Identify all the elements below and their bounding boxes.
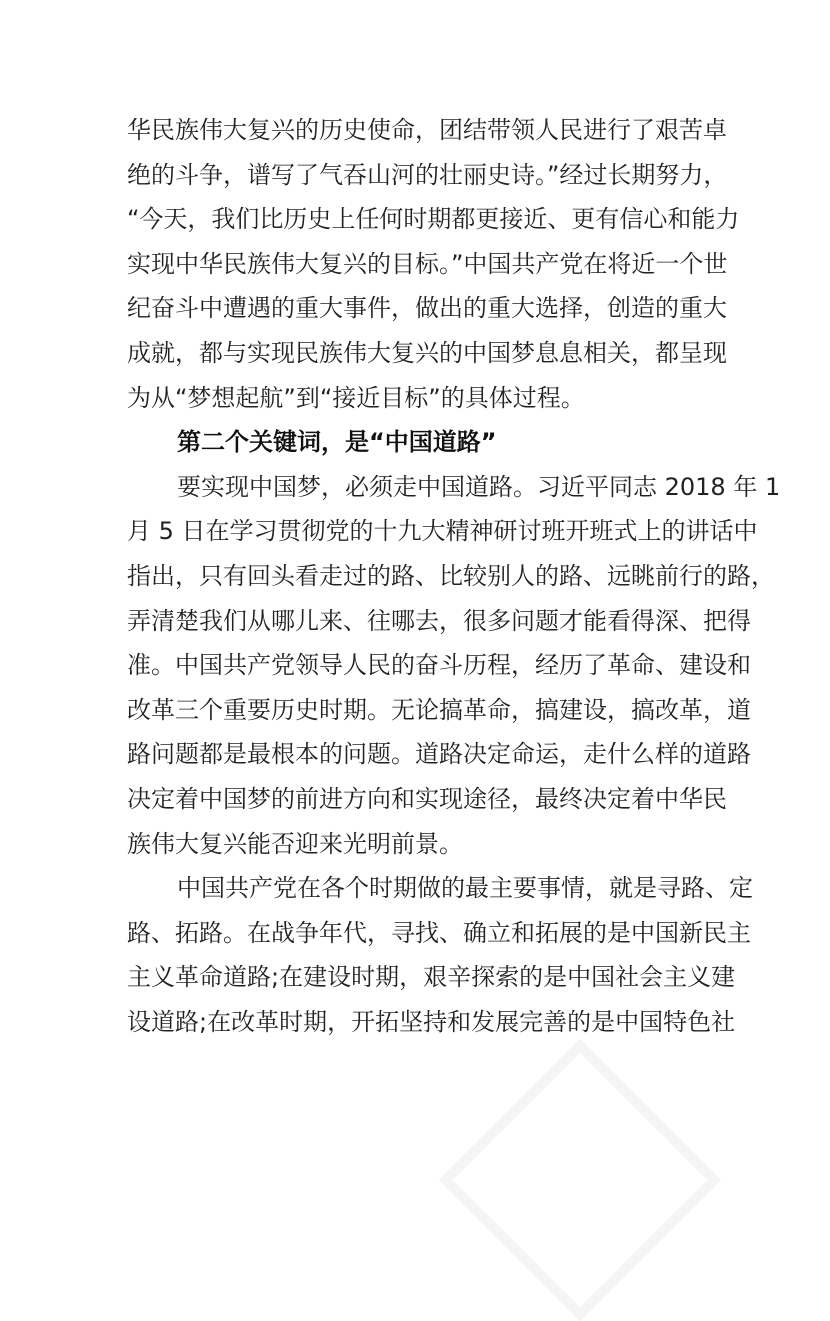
paragraph-2 xyxy=(127,866,753,1044)
paragraph-continued xyxy=(127,108,740,420)
text-line: 决定着中国梦的前进方向和实现途径，最终决定着中华民 xyxy=(127,784,727,813)
text-line: 实现中华民族伟大复兴的目标。”中国共产党在将近一个世 xyxy=(127,249,728,278)
text-line: 指出，只有回头看走过的路、比较别人的路、远眺前行的路， xyxy=(127,561,775,590)
text-line: 要实现中国梦，必须走中国道路。习近平同志 2018 年 1 xyxy=(177,472,781,501)
text-line: 弄清楚我们从哪儿来、往哪去，很多问题才能看得深、把得 xyxy=(127,606,751,635)
text-line: “今天，我们比历史上任何时期都更接近、更有信心和能力 xyxy=(127,205,740,234)
watermark xyxy=(439,1039,722,1321)
text-line: 路、拓路。在战争年代，寻找、确立和拓展的是中国新民主 xyxy=(127,918,751,947)
text-line: 族伟大复兴能否迎来光明前景。 xyxy=(127,829,463,858)
text-line: 中国共产党在各个时期做的最主要事情，就是寻路、定 xyxy=(177,874,753,903)
section-heading: 第二个关键词，是“中国道路” xyxy=(177,428,497,457)
text-line: 为从“梦想起航”到“接近目标”的具体过程。 xyxy=(127,383,585,412)
text-line: 主义革命道路;在建设时期，艰辛探索的是中国社会主义建 xyxy=(127,963,736,992)
text-line: 设道路;在改革时期，开拓坚持和发展完善的是中国特色社 xyxy=(127,1007,736,1036)
text-line: 绝的斗争，谱写了气吞山河的壮丽史诗。”经过长期努力， xyxy=(127,160,728,189)
paragraph-1 xyxy=(127,465,781,866)
text-line: 准。中国共产党领导人民的奋斗历程，经历了革命、建设和 xyxy=(127,651,751,680)
text-line: 纪奋斗中遭遇的重大事件，做出的重大选择，创造的重大 xyxy=(127,294,727,323)
text-line: 路问题都是最根本的问题。道路决定命运，走什么样的道路 xyxy=(127,740,751,769)
text-line: 成就，都与实现民族伟大复兴的中国梦息息相关，都呈现 xyxy=(127,338,727,367)
document-page xyxy=(127,108,781,1044)
text-line: 改革三个重要历史时期。无论搞革命，搞建设，搞改革，道 xyxy=(127,695,751,724)
text-line: 月 5 日在学习贯彻党的十九大精神研讨班开班式上的讲话中 xyxy=(127,517,758,546)
text-line: 华民族伟大复兴的历史使命，团结带领人民进行了艰苦卓 xyxy=(127,116,727,144)
